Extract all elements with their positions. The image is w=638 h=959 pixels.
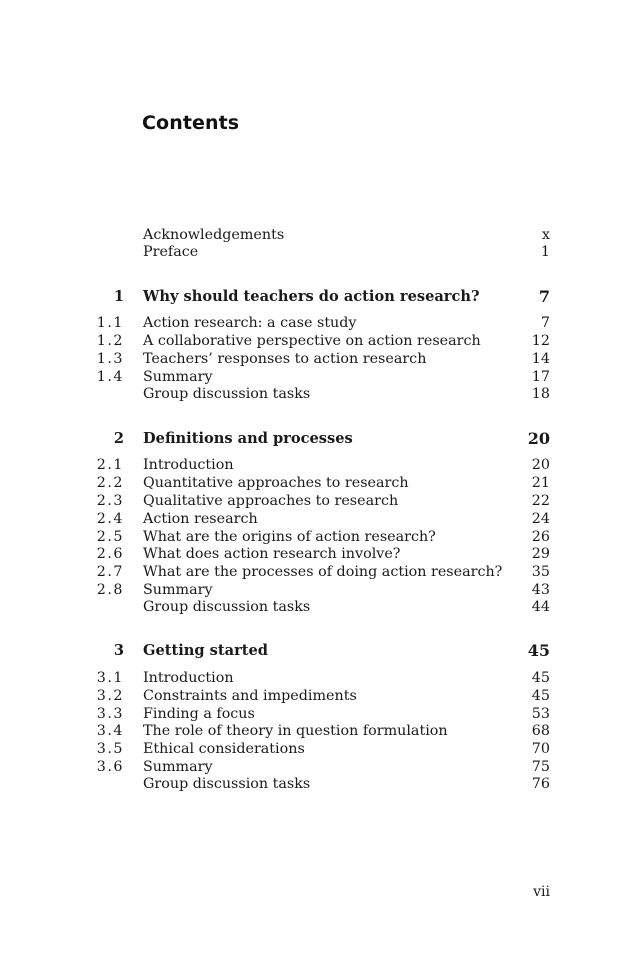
page-number: vii: [533, 884, 550, 900]
toc-section-number: 3.5: [96, 741, 124, 757]
toc-chapter-page: 7: [538, 287, 550, 306]
toc-section-title: Action research: a case study: [143, 315, 357, 331]
toc-section-1-1[interactable]: [0, 314, 638, 332]
toc-section-page: 18: [531, 386, 550, 402]
toc-section-title: Summary: [143, 369, 213, 385]
page-title: Contents: [142, 112, 240, 134]
toc-section-title: Introduction: [143, 670, 234, 686]
toc-section-number: 2.5: [96, 529, 124, 545]
toc-entry-preface[interactable]: [0, 243, 638, 261]
toc-section-page: 7: [540, 315, 550, 331]
toc-section-3-4[interactable]: [0, 722, 638, 740]
toc-section-number: 1.1: [96, 315, 124, 331]
toc-section-number: 2.2: [96, 475, 124, 491]
toc-section-1-3[interactable]: [0, 350, 638, 368]
toc-section-title: Action research: [143, 511, 258, 527]
toc-section-2-6[interactable]: [0, 545, 638, 563]
toc-section-page: 22: [531, 493, 550, 509]
toc-section-number: 1.3: [96, 351, 124, 367]
toc-section-page: 17: [531, 369, 550, 385]
toc-section-2-2[interactable]: [0, 474, 638, 492]
toc-entry-page: 1: [540, 244, 550, 260]
toc-section-number: 3.1: [96, 670, 124, 686]
toc-chapter-3[interactable]: [0, 642, 638, 660]
toc-section-page: 44: [531, 599, 550, 615]
toc-section-number: 2.8: [96, 582, 124, 598]
toc-entry-title: Preface: [143, 244, 199, 260]
toc-section-page: 43: [531, 582, 550, 598]
toc-section-title: What are the processes of doing action research?: [143, 564, 503, 580]
toc-section-page: 76: [531, 776, 550, 792]
toc-section-page: 75: [531, 759, 550, 775]
toc-chapter-number: 1: [113, 288, 124, 305]
toc-section-number: 3.3: [96, 706, 124, 722]
toc-section-number: 2.6: [96, 546, 124, 562]
toc-section-title: Group discussion tasks: [143, 776, 311, 792]
toc-chapter-title: Getting started: [143, 642, 269, 659]
toc-chapter-2[interactable]: [0, 430, 638, 448]
toc-section-title: What does action research involve?: [143, 546, 401, 562]
toc-section-title: Summary: [143, 582, 213, 598]
toc-section-title: Group discussion tasks: [143, 599, 311, 615]
toc-section-page: 20: [531, 457, 550, 473]
toc-chapter-1[interactable]: [0, 288, 638, 306]
toc-section-page: 14: [531, 351, 550, 367]
toc-section-title: Finding a focus: [143, 706, 255, 722]
toc-section-page: 29: [531, 546, 550, 562]
toc-section-page: 45: [531, 670, 550, 686]
toc-section-number: 1.2: [96, 333, 124, 349]
toc-section-2-7[interactable]: [0, 563, 638, 581]
toc-section-2-tasks[interactable]: [0, 598, 638, 616]
toc-section-number: 2.7: [96, 564, 124, 580]
toc-section-3-5[interactable]: [0, 740, 638, 758]
toc-chapter-title: Why should teachers do action research?: [143, 288, 480, 305]
toc-section-1-tasks[interactable]: [0, 385, 638, 403]
toc-section-2-4[interactable]: [0, 510, 638, 528]
toc-section-3-1[interactable]: [0, 669, 638, 687]
toc-section-1-2[interactable]: [0, 332, 638, 350]
toc-section-title: A collaborative perspective on action research: [143, 333, 481, 349]
toc-section-title: Introduction: [143, 457, 234, 473]
toc-section-3-tasks[interactable]: [0, 775, 638, 793]
toc-section-page: 26: [531, 529, 550, 545]
toc-section-2-8[interactable]: [0, 581, 638, 599]
toc-section-page: 12: [531, 333, 550, 349]
toc-section-1-4[interactable]: [0, 368, 638, 386]
toc-section-2-1[interactable]: [0, 456, 638, 474]
toc-entry-page: x: [541, 227, 550, 243]
toc-chapter-title: Definitions and processes: [143, 430, 353, 447]
toc-section-number: 3.2: [96, 688, 124, 704]
toc-chapter-page: 45: [527, 641, 550, 660]
toc-section-number: 3.6: [96, 759, 124, 775]
toc-section-page: 35: [531, 564, 550, 580]
toc-section-3-6[interactable]: [0, 758, 638, 776]
toc-section-page: 70: [531, 741, 550, 757]
toc-section-page: 24: [531, 511, 550, 527]
toc-chapter-number: 3: [113, 642, 124, 659]
toc-section-title: Constraints and impediments: [143, 688, 357, 704]
toc-section-3-3[interactable]: [0, 705, 638, 723]
toc-section-page: 45: [531, 688, 550, 704]
toc-section-number: 2.3: [96, 493, 124, 509]
toc-section-title: Qualitative approaches to research: [143, 493, 399, 509]
toc-section-number: 2.4: [96, 511, 124, 527]
toc-section-title: Summary: [143, 759, 213, 775]
toc-section-page: 21: [531, 475, 550, 491]
toc-chapter-page: 20: [527, 429, 550, 448]
toc-entry-title: Acknowledgements: [143, 227, 285, 243]
toc-section-title: Quantitative approaches to research: [143, 475, 409, 491]
toc-section-number: 1.4: [96, 369, 124, 385]
toc-section-number: 3.4: [96, 723, 124, 739]
toc-section-page: 68: [531, 723, 550, 739]
toc-section-2-5[interactable]: [0, 528, 638, 546]
toc-entry-acknowledgements[interactable]: [0, 226, 638, 244]
toc-chapter-number: 2: [113, 430, 124, 447]
toc-section-3-2[interactable]: [0, 687, 638, 705]
toc-section-page: 53: [531, 706, 550, 722]
toc-section-title: Ethical considerations: [143, 741, 305, 757]
toc-section-title: Teachers’ responses to action research: [143, 351, 427, 367]
toc-section-title: Group discussion tasks: [143, 386, 311, 402]
toc-section-number: 2.1: [96, 457, 124, 473]
toc-section-title: The role of theory in question formulation: [143, 723, 448, 739]
toc-section-2-3[interactable]: [0, 492, 638, 510]
toc-section-title: What are the origins of action research?: [143, 529, 436, 545]
